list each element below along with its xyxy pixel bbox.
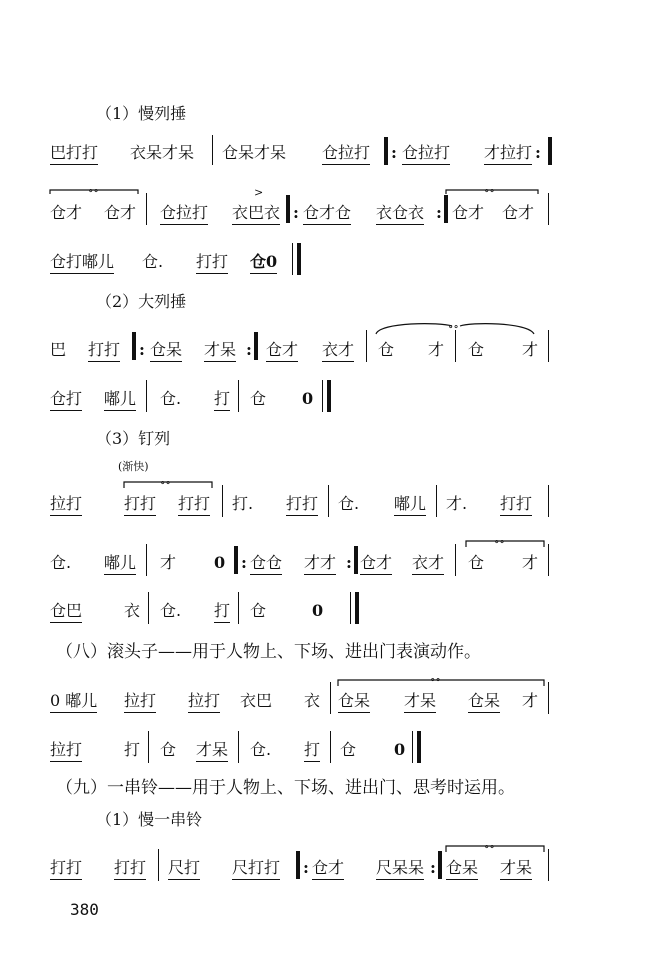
repeat-dots: : (246, 340, 252, 359)
tie-dots: ∘∘ (448, 320, 459, 333)
repeat-dots: : (139, 340, 145, 359)
note-group: 仓呆才呆 (222, 143, 287, 162)
note-group: 才拉打 (484, 143, 532, 165)
note-group: 打 (124, 740, 141, 759)
note-group: 嘟儿 (394, 494, 426, 516)
note-group: 0 (394, 740, 406, 759)
note-group: 才呆 (500, 858, 532, 880)
repeat-dots: : (391, 143, 397, 162)
note-group: 仓 (468, 340, 485, 359)
note-group: 才才 (304, 553, 336, 575)
tie-bracket (446, 846, 544, 852)
note-group: 仓才 (266, 340, 298, 362)
note-group: 0 嘟儿 (50, 691, 97, 713)
note-group: 嘟儿 (104, 389, 136, 411)
note-group: 打打 (114, 858, 146, 880)
tie-dots: ∘∘ (484, 184, 495, 197)
note-group: 打打 (88, 340, 120, 362)
note-group: 巴 (50, 340, 67, 359)
repeat-dots: : (346, 553, 352, 572)
note-group: 仓仓 (250, 553, 282, 575)
repeat-dots: : (535, 143, 541, 162)
note-group: 仓打嘟儿 (50, 252, 114, 274)
repeat-dots: : (430, 858, 436, 877)
note-group: 仓拉打 (322, 143, 370, 165)
note-group: 仓才 (452, 203, 485, 222)
note-group: 仓0 (250, 252, 277, 274)
note-group: 仓才 (50, 203, 83, 222)
heading-man-lie-chui: （1）慢列捶 (96, 104, 187, 123)
note-group: 仓. (160, 601, 182, 620)
note-group: 仓 (250, 389, 267, 408)
tie-dots: ∘∘ (160, 476, 171, 489)
note-group: 打打 (124, 494, 156, 516)
accent-mark: > (254, 186, 264, 199)
note-group: 打打 (196, 252, 228, 274)
section-heading-gun-tou-zi: （八）滚头子——用于人物上、下场、进出门表演动作。 (56, 642, 481, 662)
note-group: 仓 (340, 740, 357, 759)
note-group: 仓才 (312, 858, 344, 880)
note-group: 仓 (250, 601, 267, 620)
note-group: 仓才 (104, 203, 137, 222)
tie-bracket (50, 190, 138, 194)
note-group: 仓才仓 (303, 203, 351, 225)
note-group: 打 (304, 740, 320, 762)
note-group: 仓呆 (468, 691, 500, 713)
note-group: 仓呆 (446, 858, 478, 880)
note-group: 仓. (160, 389, 182, 408)
note-group: 仓. (50, 553, 72, 572)
tie-dots: ∘∘ (484, 840, 495, 853)
heading-da-lie-chui: （2）大列捶 (96, 292, 187, 311)
repeat-dots: : (241, 553, 247, 572)
note-group: 打打 (500, 494, 532, 516)
note-group: 嘟儿 (104, 553, 136, 575)
note-group: 仓. (142, 252, 164, 271)
note-group: 尺呆呆 (376, 858, 424, 880)
note-group: 衣才 (412, 553, 444, 575)
section-heading-yi-chuan-ling: （九）一串铃——用于人物上、下场、进出门、思考时运用。 (56, 778, 515, 798)
note-group: 才呆 (404, 691, 436, 713)
note-group: 0 (312, 601, 324, 620)
heading-man-yi-chuan-ling: （1）慢一串铃 (96, 810, 203, 829)
tempo-marking: (渐快) (118, 460, 149, 473)
note-group: 才呆 (196, 740, 228, 762)
note-group: 拉打 (188, 691, 220, 713)
repeat-dots: : (303, 858, 309, 877)
repeat-dots: : (436, 203, 442, 222)
note-group: 打打 (50, 858, 82, 880)
note-group: 仓 (160, 740, 177, 759)
note-group: 仓拉打 (160, 203, 208, 225)
tie-dots: ∘∘ (494, 535, 505, 548)
note-group: 仓才 (502, 203, 535, 222)
note-group: 打 (214, 389, 230, 411)
tie-dots: ∘∘ (430, 673, 441, 686)
note-group: 才 (522, 691, 539, 710)
note-group: 打 (214, 601, 230, 623)
note-group: 才 (522, 553, 539, 572)
heading-ding-lie: （3）钉列 (96, 429, 171, 448)
tie-bracket (124, 482, 212, 488)
note-group: 衣 (124, 601, 141, 620)
note-group: 打打 (178, 494, 210, 516)
note-group: 巴打打 (50, 143, 98, 165)
tie-bracket (338, 680, 544, 686)
note-group: 仓 (378, 340, 395, 359)
note-group: 0 (302, 389, 314, 408)
note-group: 衣 (304, 691, 321, 710)
note-group: 仓才 (360, 553, 392, 575)
note-group: 仓呆 (150, 340, 182, 362)
note-group: 衣巴 (240, 691, 273, 710)
note-group: 尺打打 (232, 858, 280, 880)
repeat-dots: : (293, 203, 299, 222)
note-group: 仓拉打 (402, 143, 450, 165)
note-group: 衣才 (322, 340, 354, 362)
note-group: 拉打 (124, 691, 156, 713)
note-group: 才呆 (204, 340, 236, 362)
note-group: 衣仓衣 (376, 203, 424, 225)
note-group: 衣巴衣 (232, 203, 280, 225)
tie-bracket (446, 190, 538, 194)
page-number: 380 (70, 900, 99, 919)
note-group: 仓打 (50, 389, 82, 411)
note-group: 仓 (468, 553, 485, 572)
note-group: 打. (232, 494, 254, 513)
note-group: 仓. (338, 494, 360, 513)
note-group: 尺打 (168, 858, 200, 880)
note-group: 才. (446, 494, 468, 513)
note-group: 仓. (250, 740, 272, 759)
note-group: 拉打 (50, 494, 82, 516)
note-group: 才 (522, 340, 539, 359)
note-group: 才 (160, 553, 177, 572)
note-group: 拉打 (50, 740, 82, 762)
note-group: 才 (428, 340, 445, 359)
note-group: 仓呆 (338, 691, 370, 713)
note-group: 衣呆才呆 (130, 143, 195, 162)
tie-curve (376, 324, 534, 334)
note-group: 0 (214, 553, 226, 572)
note-group: 打打 (286, 494, 318, 516)
note-group: 仓巴 (50, 601, 82, 623)
tie-dots: ∘∘ (88, 184, 99, 197)
tie-bracket (466, 541, 544, 547)
